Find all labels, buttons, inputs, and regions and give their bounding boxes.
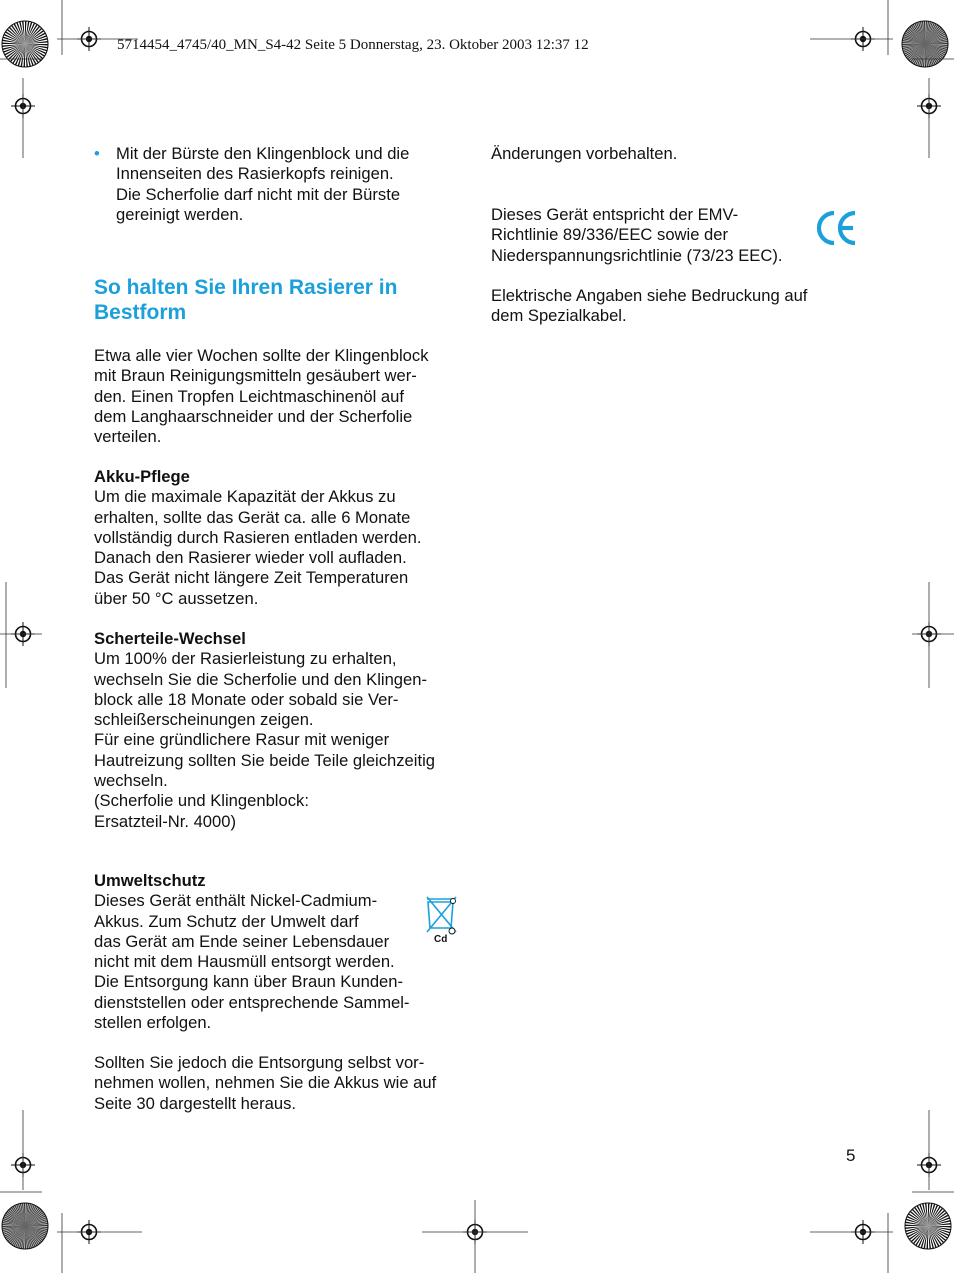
- elec-paragraph: [491, 286, 851, 327]
- crossed-out-bin-icon: [425, 894, 459, 948]
- text-line: Die Scherfolie darf nicht mit der Bürste: [116, 184, 401, 204]
- registration-mark-icon: [917, 622, 941, 651]
- text-line: nicht mit dem Hausmüll entsorgt werden.: [94, 952, 395, 972]
- ce-mark-icon: [814, 207, 860, 249]
- text-line: Elektrische Angaben siehe Bedruckung auf: [491, 286, 808, 305]
- text-line: Für eine gründlichere Rasur mit weniger: [94, 730, 390, 750]
- text-line: wechseln.: [94, 771, 168, 791]
- text-line: Ersatzteil-Nr. 4000): [94, 811, 237, 831]
- akku-section: [94, 467, 474, 609]
- print-slug: 5714454_4745/40_MN_S4-42 Seite 5 Donnerstag, 23. Oktober 2003 12:37 12: [117, 37, 589, 53]
- text-line: Etwa alle vier Wochen sollte der Klingenblock: [94, 346, 429, 365]
- registration-mark-icon: [851, 1220, 875, 1249]
- bullet-dot: •: [94, 144, 100, 163]
- text-line: Das Gerät nicht längere Zeit Temperaturen: [94, 568, 409, 588]
- registration-mark-icon: [77, 1220, 101, 1249]
- text-line: dienststellen oder entsprechende Sammel-: [94, 992, 410, 1012]
- text-line: nehmen wollen, nehmen Sie die Akkus wie auf: [94, 1073, 437, 1093]
- bin-label: Cd: [434, 934, 448, 945]
- text-line: Danach den Rasierer wieder voll aufladen.: [94, 548, 407, 568]
- text-line: Innenseiten des Rasierkopfs reinigen.: [116, 164, 394, 184]
- text-line: Mit der Bürste den Klingenblock und die: [116, 144, 410, 163]
- starburst-target-icon: [1, 20, 49, 73]
- text-line: mit Braun Reinigungsmitteln gesäubert wer-: [94, 366, 417, 386]
- registration-mark-icon: [77, 27, 101, 56]
- text-line: dem Langhaarschneider und der Scherfolie: [94, 406, 413, 426]
- final-paragraph: [94, 1053, 474, 1114]
- registration-mark-icon: [917, 1153, 941, 1182]
- scher-title: Scherteile-Wechsel: [94, 629, 246, 648]
- text-line: gereinigt werden.: [116, 204, 244, 224]
- text-line: Um die maximale Kapazität der Akkus zu: [94, 487, 396, 507]
- text-line: Niederspannungsrichtlinie (73/23 EEC).: [491, 245, 783, 265]
- text-line: stellen erfolgen.: [94, 1013, 212, 1033]
- heading-line: Bestform: [94, 301, 187, 324]
- starburst-target-icon: [904, 1202, 952, 1255]
- text-line: Dieses Gerät enthält Nickel-Cadmium-: [94, 891, 378, 911]
- registration-mark-icon: [851, 27, 875, 56]
- text-line: Sollten Sie jedoch die Entsorgung selbst vor-: [94, 1053, 425, 1072]
- text-line: dem Spezialkabel.: [491, 306, 627, 326]
- text-line: Hautreizung sollten Sie beide Teile gleichzeitig: [94, 750, 435, 770]
- registration-mark-icon: [11, 1153, 35, 1182]
- text-line: schleißerscheinungen zeigen.: [94, 710, 314, 730]
- registration-mark-icon: [463, 1220, 487, 1249]
- registration-mark-icon: [11, 622, 35, 651]
- text-line: über 50 °C aussetzen.: [94, 588, 259, 608]
- text-line: Akkus. Zum Schutz der Umwelt darf: [94, 911, 359, 931]
- starburst-target-icon: [1, 1202, 49, 1255]
- text-line: verteilen.: [94, 427, 162, 447]
- text-line: block alle 18 Monate oder sobald sie Ver-: [94, 689, 399, 709]
- text-line: (Scherfolie und Klingenblock:: [94, 791, 309, 811]
- umwelt-section: [94, 871, 474, 1033]
- bullet-item: [94, 144, 474, 225]
- starburst-target-icon: [901, 20, 949, 73]
- intro-paragraph: [94, 346, 474, 447]
- scher-section: [94, 629, 474, 832]
- emv-paragraph: [491, 205, 821, 266]
- text-line: das Gerät am Ende seiner Lebensdauer: [94, 931, 390, 951]
- changes-note: Änderungen vorbehalten.: [491, 144, 678, 163]
- text-line: vollständig durch Rasieren entladen werden.: [94, 527, 422, 547]
- text-line: Richtlinie 89/336/EEC sowie der: [491, 225, 729, 245]
- registration-mark-icon: [917, 94, 941, 123]
- umwelt-title: Umweltschutz: [94, 871, 206, 890]
- heading-line: So halten Sie Ihren Rasierer in: [94, 276, 398, 299]
- page-number: 5: [846, 1146, 856, 1165]
- text-line: Seite 30 dargestellt heraus.: [94, 1093, 297, 1113]
- bullet-text: [116, 144, 474, 225]
- text-line: den. Einen Tropfen Leichtmaschinenöl auf: [94, 386, 404, 406]
- text-line: erhalten, sollte das Gerät ca. alle 6 Monate: [94, 507, 411, 527]
- text-line: wechseln Sie die Scherfolie und den Klingen-: [94, 669, 428, 689]
- text-line: Die Entsorgung kann über Braun Kunden-: [94, 972, 404, 992]
- text-line: Dieses Gerät entspricht der EMV-: [491, 205, 739, 224]
- section-heading: [94, 275, 474, 325]
- text-line: Um 100% der Rasierleistung zu erhalten,: [94, 649, 397, 669]
- akku-title: Akku-Pflege: [94, 467, 190, 486]
- registration-mark-icon: [11, 94, 35, 123]
